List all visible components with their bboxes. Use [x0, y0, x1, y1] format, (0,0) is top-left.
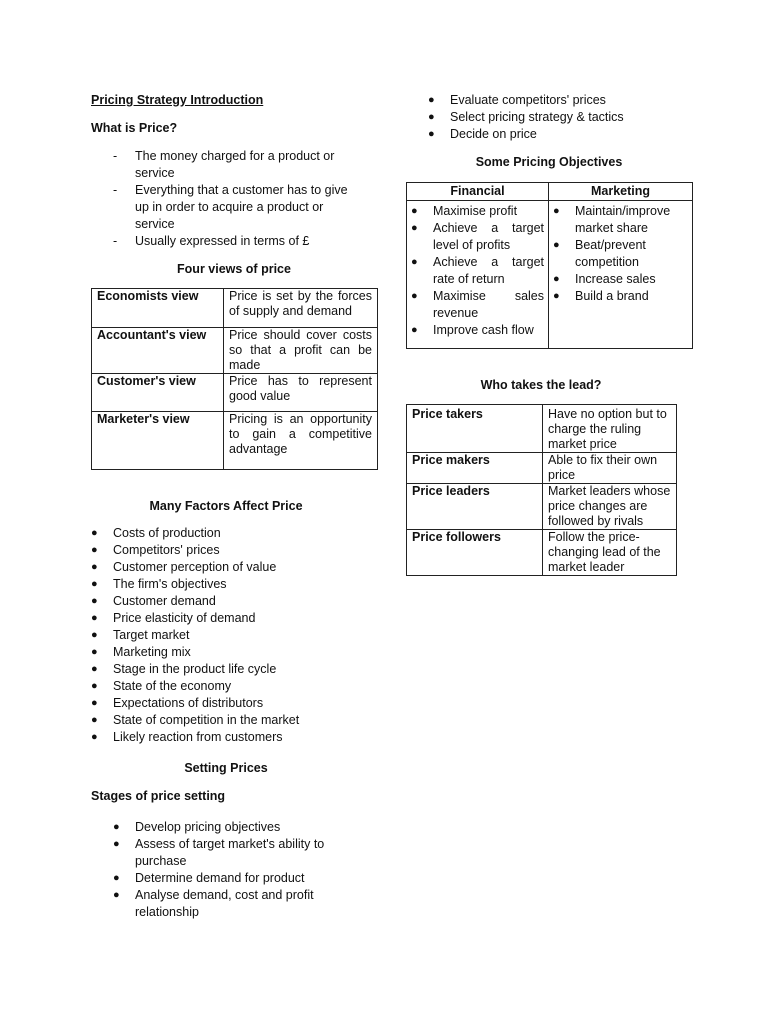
factors-heading: Many Factors Affect Price — [149, 499, 303, 513]
four-views-table — [91, 288, 378, 470]
lead-heading: Who takes the lead? — [480, 378, 602, 392]
list-item: ● Analyse demand, cost and profit relationship — [113, 888, 314, 919]
list-item: ● Beat/prevent competition — [553, 238, 646, 269]
list-item: ● Maximise profit — [411, 204, 518, 218]
list-item: ● Marketing mix — [91, 645, 191, 659]
list-item: ● Target market — [91, 628, 190, 642]
table-header-row — [407, 183, 693, 201]
table-row — [92, 289, 378, 328]
list-item: - The money charged for a product or service — [113, 149, 335, 180]
list-item: - Usually expressed in terms of £ — [113, 234, 310, 248]
col-financial: Financial — [407, 183, 549, 201]
list-item: ● Likely reaction from customers — [91, 730, 283, 744]
page-title: Pricing Strategy Introduction — [91, 93, 264, 107]
marketing-list — [553, 203, 688, 305]
view-name: Marketer's view — [92, 412, 224, 470]
list-item: ● Achieve a target level of profits — [411, 221, 544, 252]
list-item: ● Maintain/improve market share — [553, 204, 671, 235]
table-row — [407, 405, 677, 453]
lead-role: Price takers — [407, 405, 543, 453]
col-marketing: Marketing — [549, 183, 693, 201]
table-row — [92, 412, 378, 470]
lead-role: Price makers — [407, 453, 543, 484]
table-row — [407, 484, 677, 530]
list-item: ● Costs of production — [91, 526, 221, 540]
view-desc: Price should cover costs so that a profit can be made — [224, 328, 378, 374]
lead-role: Price followers — [407, 530, 543, 576]
marketing-cell — [549, 201, 693, 349]
lead-desc: Able to fix their own price — [543, 453, 677, 484]
list-item: ● State of the economy — [91, 679, 232, 693]
factors-list — [91, 525, 361, 746]
list-item: ● Improve cash flow — [411, 323, 534, 337]
list-item: ● Select pricing strategy & tactics — [428, 110, 624, 124]
view-name: Accountant's view — [92, 328, 224, 374]
objectives-heading: Some Pricing Objectives — [475, 155, 623, 169]
table-row — [92, 328, 378, 374]
view-desc: Price is set by the forces of supply and demand — [224, 289, 378, 328]
list-item: ● Develop pricing objectives — [113, 820, 281, 834]
list-item: ● Customer demand — [91, 594, 216, 608]
view-desc: Price has to represent good value — [224, 374, 378, 412]
list-item: ● The firm's objectives — [91, 577, 227, 591]
list-item: ● Increase sales — [553, 272, 656, 286]
stages-heading: Stages of price setting — [91, 789, 226, 803]
lead-desc: Follow the price-changing lead of the market leader — [543, 530, 677, 576]
lead-role: Price leaders — [407, 484, 543, 530]
list-item: ● State of competition in the market — [91, 713, 300, 727]
view-name: Customer's view — [92, 374, 224, 412]
stages-list — [113, 819, 353, 921]
table-row — [407, 453, 677, 484]
list-item: ● Assess of target market's ability to purchase — [113, 837, 325, 868]
list-item: ● Build a brand — [553, 289, 649, 303]
four-views-heading: Four views of price — [177, 262, 291, 276]
table-row — [407, 530, 677, 576]
lead-table — [406, 404, 677, 576]
what-is-price-heading: What is Price? — [91, 121, 178, 135]
lead-desc: Have no option but to charge the ruling market price — [543, 405, 677, 453]
list-item: ● Competitors' prices — [91, 543, 220, 557]
list-item: ● Evaluate competitors' prices — [428, 93, 606, 107]
list-item: - Everything that a customer has to give up in order to acquire a product or service — [113, 183, 348, 231]
financial-cell — [407, 201, 549, 349]
list-item: ● Achieve a target rate of return — [411, 255, 544, 286]
list-item: ● Determine demand for product — [113, 871, 305, 885]
list-item: ● Maximise sales revenue — [411, 289, 544, 320]
objectives-table — [406, 182, 693, 349]
list-item: ● Customer perception of value — [91, 560, 277, 574]
list-item: ● Expectations of distributors — [91, 696, 264, 710]
lead-desc: Market leaders whose price changes are followed by rivals — [543, 484, 677, 530]
setting-prices-heading: Setting Prices — [184, 761, 268, 775]
what-is-price-list — [113, 148, 358, 250]
stages-list-continued — [428, 92, 688, 143]
list-item: ● Decide on price — [428, 127, 537, 141]
view-desc: Pricing is an opportunity to gain a competitive advantage — [224, 412, 378, 470]
financial-list — [411, 203, 544, 339]
table-row — [92, 374, 378, 412]
list-item: ● Stage in the product life cycle — [91, 662, 277, 676]
view-name: Economists view — [92, 289, 224, 328]
list-item: ● Price elasticity of demand — [91, 611, 256, 625]
table-row — [407, 201, 693, 349]
